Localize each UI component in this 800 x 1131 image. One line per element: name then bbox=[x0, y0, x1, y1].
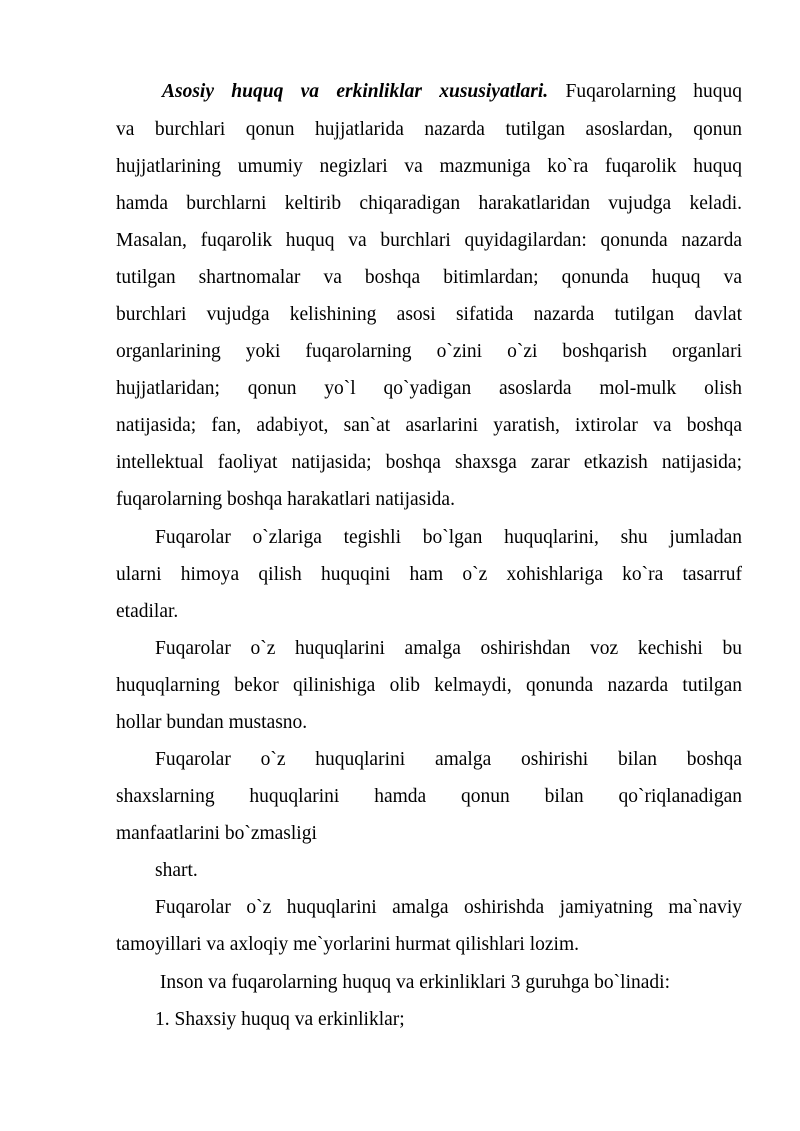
text-line: hollar bundan mustasno. bbox=[116, 712, 308, 733]
text-line: tutilgan shartnomalar va boshqa bitimlardan; qonunda huquq va bbox=[116, 267, 742, 288]
text-line: etadilar. bbox=[116, 601, 179, 622]
text-line: Inson va fuqarolarning huquq va erkinliklari 3 guruhga bo`linadi: bbox=[155, 972, 670, 993]
text-line: va burchlari qonun hujjatlarida nazarda tutilgan asoslardan, qonun bbox=[116, 119, 742, 140]
list-item: 1. Shaxsiy huquq va erkinliklar; bbox=[155, 1009, 405, 1030]
text-fragment: Fuqarolarning huquq bbox=[565, 81, 743, 102]
text-line: intellektual faoliyat natijasida; boshqa shaxsga zarar etkazish natijasida; bbox=[116, 452, 742, 473]
text-line: natijasida; fan, adabiyot, san`at asarlarini yaratish, ixtirolar va boshqa bbox=[116, 415, 742, 436]
text-line: tamoyillari va axloqiy me`yorlarini hurmat qilishlari lozim. bbox=[116, 934, 580, 955]
text-line: shaxslarning huquqlarini hamda qonun bilan qo`riqlanadigan bbox=[116, 786, 742, 807]
text-line: huquqlarning bekor qilinishiga olib kelmaydi, qonunda nazarda tutilgan bbox=[116, 675, 742, 696]
text-line: hujjatlaridan; qonun yo`l qo`yadigan asoslarda mol-mulk olish bbox=[116, 378, 742, 399]
text-line: Fuqarolar o`z huquqlarini amalga oshirishi bilan boshqa bbox=[155, 749, 742, 770]
text-line bbox=[162, 79, 742, 105]
text-line: shart. bbox=[155, 860, 198, 881]
text-line: fuqarolarning boshqa harakatlari natijasida. bbox=[116, 489, 455, 510]
text-line: Masalan, fuqarolik huquq va burchlari quyidagilardan: qonunda nazarda bbox=[116, 230, 742, 251]
text-line: Fuqarolar o`z huquqlarini amalga oshirishda jamiyatning ma`naviy bbox=[155, 897, 742, 918]
section-heading: Asosiy huquq va erkinliklar xususiyatlari. bbox=[162, 81, 549, 102]
text-line: burchlari vujudga kelishining asosi sifatida nazarda tutilgan davlat bbox=[116, 304, 742, 325]
text-line: ularni himoya qilish huquqini ham o`z xohishlariga ko`ra tasarruf bbox=[116, 564, 742, 585]
text-line: hujjatlarining umumiy negizlari va mazmuniga ko`ra fuqarolik huquq bbox=[116, 156, 742, 177]
text-line: Fuqarolar o`z huquqlarini amalga oshirishdan voz kechishi bu bbox=[155, 638, 742, 659]
text-line: organlarining yoki fuqarolarning o`zini o`zi boshqarish organlari bbox=[116, 341, 742, 362]
text-line: hamda burchlarni keltirib chiqaradigan harakatlaridan vujudga keladi. bbox=[116, 193, 742, 214]
text-line: Fuqarolar o`zlariga tegishli bo`lgan huquqlarini, shu jumladan bbox=[155, 527, 742, 548]
text-line: manfaatlarini bo`zmasligi bbox=[116, 823, 317, 844]
